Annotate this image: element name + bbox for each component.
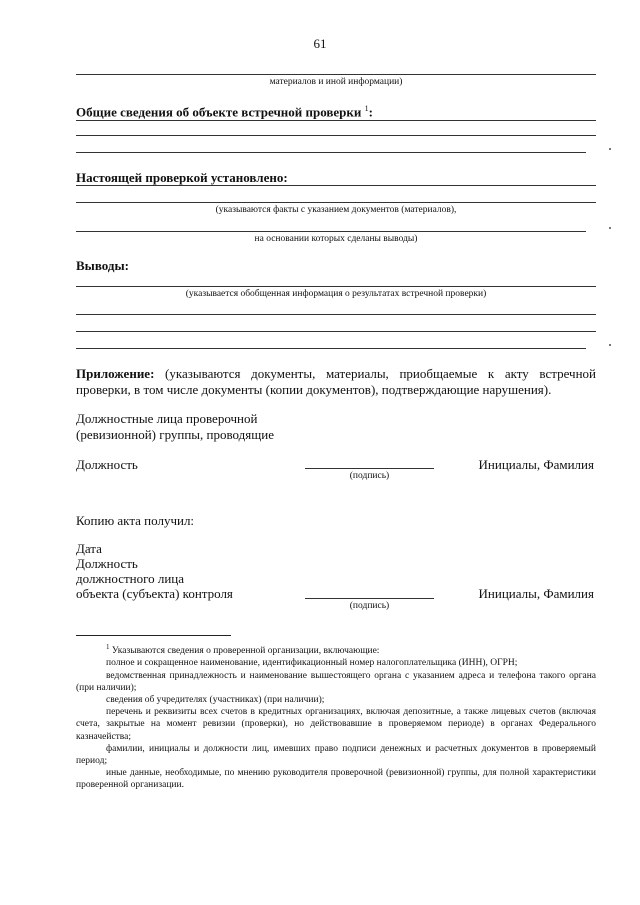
footnote-mark: 1 [106,643,110,651]
general-info-heading [76,104,373,120]
footnote-item: сведения об учредителях (участниках) (при наличии); [106,694,325,705]
footnote-intro-text: Указываются сведения о проверенной организации, включающие: [111,646,380,657]
fill-line [76,135,596,136]
footnote-item: иные данные, необходимые, по мнению руководителя проверочной (ревизионной) группы, для полной характеристики проверенной организации. [76,768,596,791]
fill-line [76,231,586,232]
signature-line [305,468,434,469]
margin-mark [609,148,611,150]
general-info-label: Общие сведения об объекте встречной проверки [76,104,362,120]
footnote-item: полное и сокращенное наименование, идентификационный номер налогоплательщика (ИНН), ОГРН; [106,658,518,669]
fill-line [76,286,596,287]
footnote-item: перечень и реквизиты всех счетов в кредитных организациях, включая депозитные, а также лицевых счетов (включая счета, закрытые на момент ревизии (проверки), но действовавшие в проверяемом периоде) в органах Федерального казначейства; [76,707,596,742]
established-caption-1: (указываются факты с указанием документов (материалов), [215,205,457,215]
received-position: Должность [76,556,138,571]
footnote-ref: 1 [364,104,369,113]
fill-line [76,314,596,315]
fill-line [76,185,596,186]
officials-name: Инициалы, Фамилия [478,457,594,472]
appendix-paragraph [76,366,596,398]
footnote-separator [76,635,231,636]
fill-line [76,348,586,349]
page-number: 61 [313,36,327,51]
fill-line [76,74,596,75]
conclusions-caption: (указывается обобщенная информация о результатах встречной проверки) [185,289,487,299]
margin-mark [609,344,611,346]
received-label: Копию акта получил: [76,513,195,528]
fill-line [76,152,586,153]
established-caption-2: на основании которых сделаны выводы) [254,234,418,244]
top-caption: материалов и иной информации) [269,77,403,87]
footnote-intro [76,641,596,657]
fill-line [76,202,596,203]
footnote-block [76,641,596,792]
fill-line [76,331,596,332]
received-name: Инициалы, Фамилия [478,586,594,601]
officials-line-2: (ревизионной) группы, проводящие [76,427,275,442]
officials-position: Должность [76,457,138,472]
signature-line [305,598,434,599]
margin-mark [609,227,611,229]
footnote-item: фамилии, инициалы и должности лиц, имевших право подписи денежных и расчетных документов в проверяемый период; [76,743,596,766]
received-date: Дата [76,541,102,556]
officials-signature-caption: (подпись) [349,471,390,481]
established-heading: Настоящей проверкой установлено: [76,170,288,185]
fill-line [76,120,596,121]
appendix-text: (указываются документы, материалы, приобщаемые к акту встречной проверки, в том числе документы (копии документов), подтверждающие нарушения). [76,366,596,397]
footnote-item: ведомственная принадлежность и наименование вышестоящего органа с указанием адреса и телефона такого органа (при наличии); [76,670,596,693]
received-official-of: должностного лица [76,571,185,586]
conclusions-heading: Выводы: [76,258,129,273]
general-info-suffix: : [368,104,373,120]
received-signature-caption: (подпись) [349,601,390,611]
officials-line-1: Должностные лица проверочной [76,411,258,426]
appendix-label: Приложение: [76,366,155,381]
received-object-control: объекта (субъекта) контроля [76,586,233,601]
